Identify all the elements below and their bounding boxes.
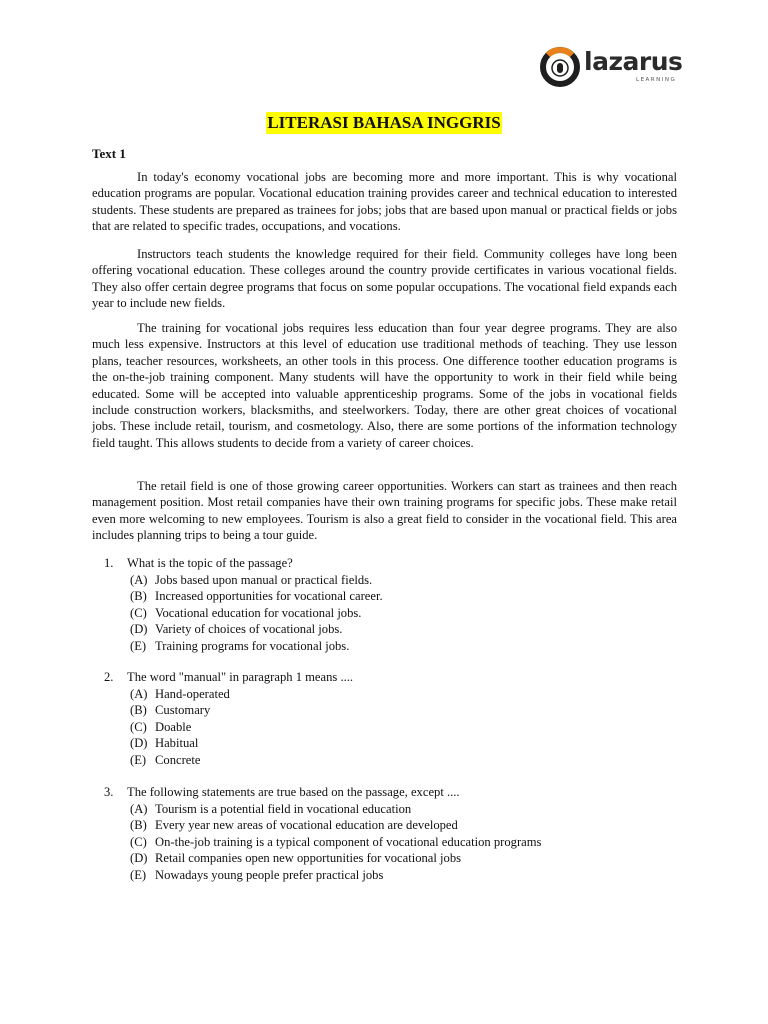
answer-option [104, 702, 664, 719]
option-letter: (C) [130, 719, 147, 734]
answer-option [104, 867, 664, 884]
answer-option [104, 605, 664, 622]
lazarus-logo-icon [540, 47, 580, 87]
question-stem [104, 555, 664, 572]
question-text: The word "manual" in paragraph 1 means .... [127, 670, 354, 684]
answer-option [104, 572, 664, 589]
title-container [0, 112, 768, 134]
answer-options [104, 801, 664, 884]
option-letter: (B) [130, 589, 147, 603]
option-text: Every year new areas of vocational education are developed [155, 818, 458, 832]
answer-options [104, 572, 664, 655]
paragraph-4: The retail field is one of those growing career opportunities. Workers can start as trainees and then reach management position. Most retail companies have their own training programs for specific jobs. These make retail even more welcoming to new employees. Tourism is also a great field to consider in the vocational field. This area includes planning trips to being a tour guide. [92, 479, 677, 543]
text-label: Text 1 [92, 146, 126, 161]
option-letter: (A) [130, 686, 148, 701]
option-letter: (E) [130, 638, 147, 653]
option-letter: (D) [130, 736, 148, 750]
option-text: Retail companies open new opportunities for vocational jobs [155, 851, 462, 865]
option-letter: (C) [130, 834, 147, 849]
answer-option [104, 850, 664, 867]
option-text: Concrete [155, 752, 201, 767]
question-1 [104, 555, 664, 654]
option-letter: (E) [130, 867, 147, 882]
option-text: Jobs based upon manual or practical fields. [155, 572, 373, 587]
lazarus-logo [540, 44, 683, 94]
option-text: Training programs for vocational jobs. [155, 638, 350, 653]
question-stem [104, 784, 664, 801]
answer-option [104, 719, 664, 736]
question-text: What is the topic of the passage? [127, 556, 293, 570]
question-number: 2. [104, 670, 114, 684]
option-letter: (B) [130, 818, 147, 832]
option-text: Hand-operated [155, 686, 230, 701]
question-number: 1. [104, 556, 114, 570]
option-text: Vocational education for vocational jobs. [155, 605, 362, 620]
logo-tagline: LEARNING [636, 77, 677, 83]
question-stem [104, 669, 664, 686]
option-text: Habitual [155, 736, 199, 750]
answer-option [104, 801, 664, 818]
option-letter: (A) [130, 572, 148, 587]
option-letter: (D) [130, 851, 148, 865]
answer-option [104, 686, 664, 703]
answer-option [104, 621, 664, 638]
option-text: Tourism is a potential field in vocational education [155, 801, 412, 816]
option-letter: (E) [130, 752, 147, 767]
answer-option [104, 817, 664, 834]
answer-option [104, 752, 664, 769]
option-text: Doable [155, 719, 192, 734]
answer-option [104, 638, 664, 655]
option-letter: (C) [130, 605, 147, 620]
option-text: On-the-job training is a typical component of vocational education programs [155, 834, 542, 849]
option-letter: (A) [130, 801, 148, 816]
option-letter: (B) [130, 703, 147, 717]
answer-option [104, 735, 664, 752]
paragraph-2: Instructors teach students the knowledge required for their field. Community colleges have long been offering vocational education. These colleges around the country provide certificates in various vocational fields. They also offer certain degree programs that focus on some popular occupations. The vocational field expands each year to include new fields. [92, 247, 677, 311]
option-text: Nowadays young people prefer practical jobs [155, 867, 384, 882]
option-text: Increased opportunities for vocational career. [155, 589, 383, 603]
paragraph-1: In today's economy vocational jobs are becoming more and more important. This is why vocational education programs are popular. Vocational education training provides career and technical education to interested students. These students are prepared as trainees for jobs; jobs that are based upon manual or practical fields or jobs that are related to specific trades, occupations, and vocations. [92, 170, 677, 234]
question-3 [104, 784, 664, 883]
page-title: LITERASI BAHASA INGGRIS [267, 113, 501, 132]
logo-wordmark: lazarus [584, 47, 683, 76]
answer-option [104, 834, 664, 851]
answer-option [104, 588, 664, 605]
option-text: Customary [155, 703, 211, 717]
answer-options [104, 686, 664, 769]
option-letter: (D) [130, 622, 148, 636]
question-2 [104, 669, 664, 768]
paragraph-3: The training for vocational jobs requires less education than four year degree programs. They are also much less expensive. Instructors at this level of education use traditional methods of teaching. They use lesson plans, teacher resources, worksheets, an other tools in this process. One difference toother education programs is the on-the-job training component. Many students will have the opportunity to work in their field while being educated. Some will be accepted into valuable apprenticeship programs. Some of the jobs in vocational fields include construction workers, blacksmiths, and steelworkers. Today, there are other great choices of vocational jobs. These include retail, tourism, and cosmetology. Also, there are some portions of the information technology field taught. This allows students to decide from a variety of career choices. [92, 321, 677, 450]
question-number: 3. [104, 785, 114, 799]
option-text: Variety of choices of vocational jobs. [155, 622, 343, 636]
question-text: The following statements are true based on the passage, except .... [127, 785, 460, 799]
